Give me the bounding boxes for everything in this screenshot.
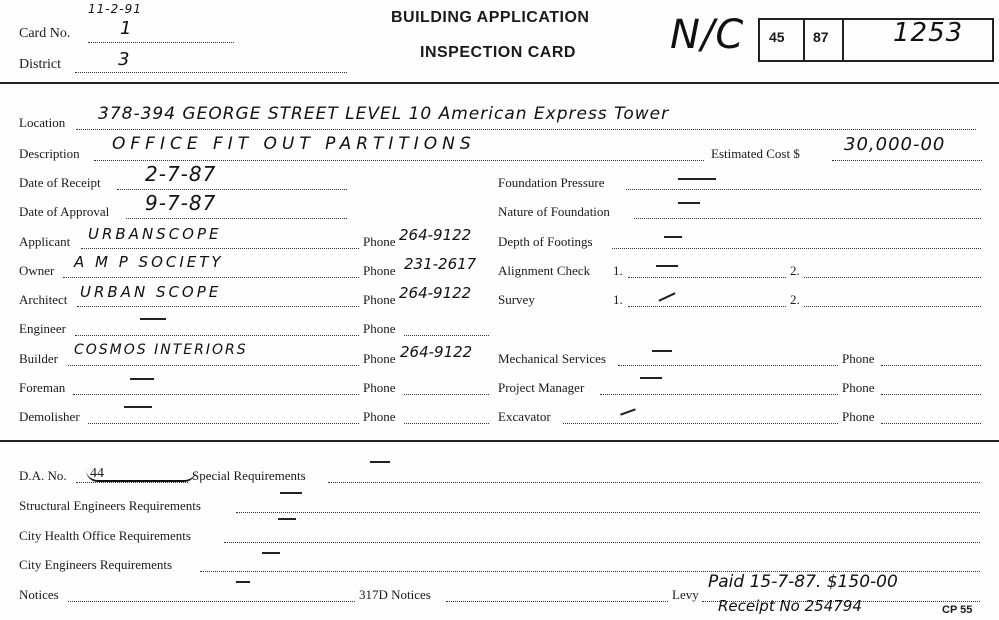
alignment-2-label: 2. [790,263,800,278]
district-label: District [19,57,61,72]
owner-phone-value: 231-2617 [404,255,477,273]
health-label: City Health Office Requirements [19,528,191,543]
city-engineers-label: City Engineers Requirements [19,557,173,572]
district-value: 3 [118,49,131,70]
survey-2-label: 2. [790,292,800,307]
mechanical-label: Mechanical Services [498,351,606,366]
architect-phone-value: 264-9122 [399,284,472,302]
location-value: 378-394 GEORGE STREET LEVEL 10 American Express Tower [98,104,670,124]
form-code: CP 55 [942,604,973,616]
applicant-value: URBANSCOPE [88,225,222,243]
da-no-value: 44 [90,466,104,481]
builder-phone-label: Phone [363,351,396,366]
da-strike [86,470,196,482]
location-label: Location [19,115,66,130]
approval-value: 9-7-87 [145,191,217,215]
builder-phone-value: 264-9122 [400,343,473,361]
description-value: OFFICE FIT OUT PARTITIONS [112,134,476,154]
project-manager-label: Project Manager [498,380,585,395]
survey-label: Survey [498,292,535,307]
ref-year-b: 87 [813,29,829,45]
architect-label: Architect [19,292,68,307]
special-requirements-label: Special Requirements [192,468,306,483]
applicant-phone-value: 264-9122 [399,226,472,244]
approval-label: Date of Approval [19,204,110,219]
owner-value: A M P SOCIETY [74,253,224,271]
nc-mark: N/C [670,12,745,58]
applicant-phone-label: Phone [363,234,396,249]
notices-317d-label: 317D Notices [359,587,431,602]
levy-value: Paid 15-7-87. $150-00 [708,572,898,592]
alignment-1-label: 1. [613,263,623,278]
survey-1-label: 1. [613,292,623,307]
ref-number: 1253 [893,18,964,48]
card-no-label: Card No. [19,26,71,41]
foundation-pressure-label: Foundation Pressure [498,175,605,190]
owner-label: Owner [19,263,55,278]
builder-value: COSMOS INTERIORS [74,342,248,358]
nature-foundation-label: Nature of Foundation [498,204,610,219]
foreman-phone-label: Phone [363,380,396,395]
notices-label: Notices [19,587,59,602]
excavator-phone-label: Phone [842,409,875,424]
project-manager-phone-label: Phone [842,380,875,395]
receipt-label: Date of Receipt [19,175,101,190]
engineer-phone-label: Phone [363,321,396,336]
estimated-cost-value: 30,000-00 [844,134,946,155]
demolisher-label: Demolisher [19,409,80,424]
owner-phone-label: Phone [363,263,396,278]
excavator-label: Excavator [498,409,551,424]
architect-phone-label: Phone [363,292,396,307]
architect-value: URBAN SCOPE [80,283,222,301]
form-title-line1: BUILDING APPLICATION [391,9,590,26]
form-title-line2: INSPECTION CARD [420,44,576,61]
card-no-value: 1 [120,18,133,39]
engineer-label: Engineer [19,321,66,336]
demolisher-phone-label: Phone [363,409,396,424]
builder-label: Builder [19,351,58,366]
estimated-cost-label: Estimated Cost $ [711,146,800,161]
section-divider [0,440,999,442]
receipt-value: 2-7-87 [145,162,217,186]
da-no-label: D.A. No. [19,468,67,483]
ref-year-a: 45 [769,29,785,45]
structural-label: Structural Engineers Requirements [19,498,201,513]
receipt-number: Receipt No 254794 [718,597,862,615]
header-divider [0,82,999,84]
applicant-label: Applicant [19,234,71,249]
card-date: 11-2-91 [88,2,142,16]
levy-label: Levy [672,587,699,602]
foreman-label: Foreman [19,380,66,395]
mechanical-phone-label: Phone [842,351,875,366]
alignment-label: Alignment Check [498,263,591,278]
depth-footings-label: Depth of Footings [498,234,593,249]
description-label: Description [19,146,80,161]
